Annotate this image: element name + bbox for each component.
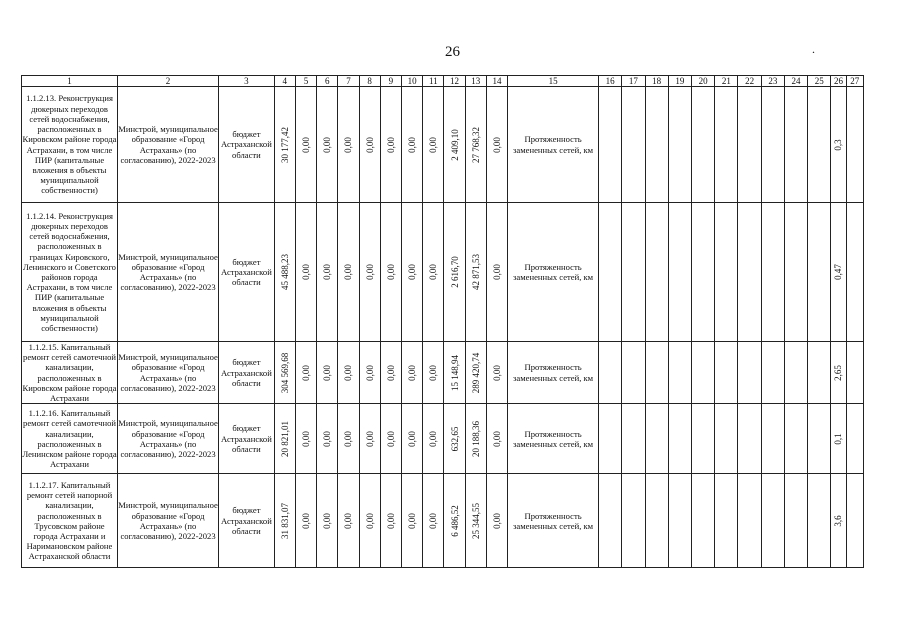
amount-cell bbox=[359, 474, 380, 568]
amount-cell-value: 304 569,68 bbox=[279, 352, 290, 393]
indicator-value-cell bbox=[831, 87, 846, 203]
empty-cell bbox=[715, 404, 738, 474]
amount-cell-value: 0,00 bbox=[407, 430, 418, 447]
measure-description: 1.1.2.16. Капитальный ремонт сетей самотечной канализации, расположенных в Ленинском районе города Астрахани bbox=[22, 404, 118, 474]
amount-cell bbox=[338, 203, 359, 342]
empty-cell bbox=[692, 404, 715, 474]
empty-cell bbox=[599, 474, 622, 568]
amount-cell bbox=[317, 342, 338, 404]
empty-cell bbox=[761, 404, 784, 474]
indicator-value-cell-value: 3,6 bbox=[833, 515, 844, 527]
amount-cell-value: 0,00 bbox=[428, 430, 439, 447]
amount-cell-value: 20 188,36 bbox=[470, 420, 481, 457]
table-row bbox=[22, 203, 864, 342]
empty-cell bbox=[692, 474, 715, 568]
col-header: 19 bbox=[668, 76, 691, 87]
amount-cell bbox=[465, 404, 486, 474]
col-header: 1 bbox=[22, 76, 118, 87]
amount-cell bbox=[274, 203, 295, 342]
col-header: 10 bbox=[402, 76, 423, 87]
amount-cell bbox=[317, 404, 338, 474]
amount-cell-value: 0,00 bbox=[343, 364, 354, 381]
empty-cell bbox=[784, 342, 807, 404]
empty-cell bbox=[599, 203, 622, 342]
empty-cell bbox=[761, 203, 784, 342]
empty-cell bbox=[692, 87, 715, 203]
amount-cell bbox=[380, 203, 401, 342]
empty-cell bbox=[599, 87, 622, 203]
amount-cell bbox=[423, 342, 444, 404]
amount-cell bbox=[295, 203, 316, 342]
amount-cell-value: 0,00 bbox=[343, 264, 354, 280]
empty-cell bbox=[599, 342, 622, 404]
funding-source-cell: бюджет Астраханской области bbox=[219, 474, 275, 568]
measure-description: 1.1.2.15. Капитальный ремонт сетей самотечной канализации, расположенных в Кировском районе города Астрахани bbox=[22, 342, 117, 404]
empty-cell bbox=[784, 87, 807, 203]
amount-cell bbox=[423, 87, 444, 203]
amount-cell-value: 0,00 bbox=[491, 136, 502, 153]
amount-cell-value: 0,00 bbox=[301, 512, 312, 529]
empty-cell bbox=[761, 342, 784, 404]
col-header: 15 bbox=[508, 76, 599, 87]
amount-cell-value: 0,00 bbox=[301, 136, 312, 153]
amount-cell-value: 27 768,32 bbox=[470, 126, 481, 163]
amount-cell bbox=[423, 474, 444, 568]
col-header: 12 bbox=[444, 76, 465, 87]
empty-cell bbox=[645, 342, 668, 404]
empty-cell bbox=[622, 474, 645, 568]
col-header: 5 bbox=[295, 76, 316, 87]
empty-cell bbox=[622, 404, 645, 474]
amount-cell bbox=[359, 87, 380, 203]
empty-cell bbox=[622, 342, 645, 404]
empty-cell bbox=[715, 203, 738, 342]
amount-cell-value: 2 616,70 bbox=[449, 256, 460, 288]
col-header: 17 bbox=[622, 76, 645, 87]
amount-cell bbox=[444, 474, 465, 568]
amount-cell bbox=[402, 404, 423, 474]
empty-cell bbox=[784, 474, 807, 568]
amount-cell-value: 0,00 bbox=[428, 512, 439, 529]
empty-cell bbox=[668, 474, 691, 568]
amount-cell-value: 45 488,23 bbox=[279, 254, 290, 290]
amount-cell bbox=[338, 87, 359, 203]
amount-cell bbox=[295, 87, 316, 203]
amount-cell bbox=[295, 404, 316, 474]
amount-cell bbox=[274, 474, 295, 568]
funding-source-cell: бюджет Астраханской области bbox=[219, 87, 275, 203]
funding-source-cell: бюджет Астраханской области bbox=[219, 342, 275, 404]
indicator-value-cell-value: 0,1 bbox=[833, 433, 844, 445]
empty-cell bbox=[715, 87, 738, 203]
amount-cell-value: 0,00 bbox=[364, 364, 375, 381]
column-number-row bbox=[22, 76, 864, 87]
indicator-value-cell bbox=[831, 474, 846, 568]
amount-cell-value: 0,00 bbox=[322, 364, 333, 381]
amount-cell bbox=[338, 474, 359, 568]
amount-cell-value: 42 871,53 bbox=[470, 254, 481, 290]
amount-cell bbox=[444, 342, 465, 404]
col-header: 25 bbox=[808, 76, 831, 87]
indicator-value-cell bbox=[831, 404, 846, 474]
amount-cell bbox=[486, 203, 507, 342]
amount-cell-value: 0,00 bbox=[407, 512, 418, 529]
empty-cell bbox=[622, 203, 645, 342]
empty-cell bbox=[846, 342, 863, 404]
measure-description: 1.1.2.14. Реконструкция дюкерных переходов сетей водоснабжения, расположенных в границах Кировского, Ленинского и Советского районов города Астрахани, в том числе ПИР (капитальные вложения в объекты муниципальной собственности) bbox=[22, 203, 118, 342]
measure-description: 1.1.2.13. Реконструкция дюкерных переходов сетей водоснабжения, расположенных в Кировском районе города Астрахани, в том числе ПИР (капитальные вложения в объекты муниципальной собственности) bbox=[22, 87, 118, 203]
amount-cell-value: 289 420,74 bbox=[470, 352, 481, 393]
amount-cell-value: 0,00 bbox=[385, 364, 396, 381]
col-header: 18 bbox=[645, 76, 668, 87]
amount-cell-value: 20 821,01 bbox=[279, 420, 290, 457]
empty-cell bbox=[738, 342, 761, 404]
executor-cell: Минстрой, муниципальное образование «Город Астрахань» (по согласованию), 2022-2023 bbox=[118, 203, 219, 342]
amount-cell bbox=[359, 203, 380, 342]
empty-cell bbox=[808, 474, 831, 568]
amount-cell-value: 0,00 bbox=[364, 136, 375, 153]
amount-cell-value: 0,00 bbox=[301, 364, 312, 381]
amount-cell bbox=[317, 87, 338, 203]
col-header: 22 bbox=[738, 76, 761, 87]
empty-cell bbox=[645, 203, 668, 342]
amount-cell bbox=[444, 404, 465, 474]
amount-cell-value: 0,00 bbox=[407, 364, 418, 381]
indicator-cell: Протяженность замененных сетей, км bbox=[508, 87, 599, 203]
amount-cell bbox=[465, 342, 486, 404]
amount-cell-value: 2 409,10 bbox=[449, 128, 460, 161]
amount-cell-value: 0,00 bbox=[322, 512, 333, 529]
table-row bbox=[22, 342, 864, 404]
table-row bbox=[22, 474, 864, 568]
amount-cell bbox=[423, 404, 444, 474]
amount-cell bbox=[486, 404, 507, 474]
table-row bbox=[22, 404, 864, 474]
indicator-cell: Протяженность замененных сетей, км bbox=[508, 474, 599, 568]
amount-cell-value: 0,00 bbox=[364, 264, 375, 280]
amount-cell bbox=[402, 474, 423, 568]
amount-cell-value: 0,00 bbox=[343, 136, 354, 153]
amount-cell-value: 632,65 bbox=[449, 426, 460, 452]
amount-cell-value: 0,00 bbox=[301, 430, 312, 447]
amount-cell-value: 0,00 bbox=[407, 136, 418, 153]
measure-description: 1.1.2.17. Капитальный ремонт сетей напорной канализации, расположенных в Трусовском районе города Астрахани и Наримановском районе Астраханской области bbox=[22, 474, 118, 568]
amount-cell-value: 0,00 bbox=[428, 364, 439, 381]
col-header: 16 bbox=[599, 76, 622, 87]
indicator-value-cell-value: 0,3 bbox=[833, 138, 844, 151]
empty-cell bbox=[846, 404, 863, 474]
col-header: 11 bbox=[423, 76, 444, 87]
col-header: 21 bbox=[715, 76, 738, 87]
amount-cell-value: 0,00 bbox=[385, 512, 396, 529]
amount-cell-value: 15 148,94 bbox=[449, 354, 460, 391]
amount-cell-value: 0,00 bbox=[491, 512, 502, 529]
amount-cell bbox=[465, 203, 486, 342]
table-row bbox=[22, 87, 864, 203]
funding-source-cell: бюджет Астраханской области bbox=[219, 203, 275, 342]
amount-cell-value: 0,00 bbox=[428, 264, 439, 280]
col-header: 20 bbox=[692, 76, 715, 87]
executor-cell: Минстрой, муниципальное образование «Город Астрахань» (по согласованию), 2022-2023 bbox=[118, 87, 219, 203]
empty-cell bbox=[808, 404, 831, 474]
amount-cell-value: 0,00 bbox=[491, 430, 502, 447]
amount-cell bbox=[338, 404, 359, 474]
funding-source-cell: бюджет Астраханской области bbox=[219, 404, 275, 474]
amount-cell-value: 0,00 bbox=[301, 264, 312, 280]
amount-cell-value: 0,00 bbox=[364, 430, 375, 447]
amount-cell bbox=[444, 87, 465, 203]
executor-cell: Минстрой, муниципальное образование «Город Астрахань» (по согласованию), 2022-2023 bbox=[118, 474, 219, 568]
col-header: 26 bbox=[831, 76, 846, 87]
amount-cell bbox=[359, 342, 380, 404]
amount-cell-value: 0,00 bbox=[322, 264, 333, 280]
indicator-cell: Протяженность замененных сетей, км bbox=[508, 203, 599, 342]
table-body bbox=[22, 87, 864, 568]
empty-cell bbox=[761, 474, 784, 568]
amount-cell-value: 0,00 bbox=[491, 264, 502, 280]
amount-cell-value: 0,00 bbox=[343, 512, 354, 529]
amount-cell bbox=[486, 87, 507, 203]
amount-cell bbox=[295, 474, 316, 568]
amount-cell bbox=[274, 404, 295, 474]
empty-cell bbox=[738, 203, 761, 342]
empty-cell bbox=[668, 342, 691, 404]
col-header: 27 bbox=[846, 76, 863, 87]
amount-cell-value: 0,00 bbox=[385, 136, 396, 153]
amount-cell bbox=[274, 87, 295, 203]
executor-cell: Минстрой, муниципальное образование «Город Астрахань» (по согласованию), 2022-2023 bbox=[118, 342, 219, 404]
amount-cell-value: 6 486,52 bbox=[449, 504, 460, 537]
indicator-cell: Протяженность замененных сетей, км bbox=[508, 404, 599, 474]
empty-cell bbox=[738, 474, 761, 568]
empty-cell bbox=[622, 87, 645, 203]
empty-cell bbox=[784, 404, 807, 474]
col-header: 23 bbox=[761, 76, 784, 87]
amount-cell-value: 0,00 bbox=[322, 430, 333, 447]
amount-cell-value: 31 831,07 bbox=[279, 502, 290, 539]
amount-cell-value: 0,00 bbox=[385, 264, 396, 280]
amount-cell bbox=[402, 87, 423, 203]
empty-cell bbox=[599, 404, 622, 474]
col-header: 13 bbox=[465, 76, 486, 87]
amount-cell-value: 0,00 bbox=[322, 136, 333, 153]
empty-cell bbox=[645, 404, 668, 474]
empty-cell bbox=[738, 87, 761, 203]
empty-cell bbox=[715, 474, 738, 568]
col-header: 8 bbox=[359, 76, 380, 87]
page-number: 26 bbox=[445, 44, 460, 60]
amount-cell bbox=[486, 474, 507, 568]
empty-cell bbox=[692, 342, 715, 404]
col-header: 2 bbox=[118, 76, 219, 87]
amount-cell bbox=[359, 404, 380, 474]
program-table bbox=[21, 75, 864, 568]
empty-cell bbox=[808, 203, 831, 342]
amount-cell bbox=[423, 203, 444, 342]
col-header: 6 bbox=[317, 76, 338, 87]
indicator-cell: Протяженность замененных сетей, км bbox=[508, 342, 599, 404]
amount-cell bbox=[465, 87, 486, 203]
amount-cell bbox=[380, 404, 401, 474]
amount-cell-value: 0,00 bbox=[491, 364, 502, 381]
amount-cell bbox=[380, 474, 401, 568]
empty-cell bbox=[668, 87, 691, 203]
indicator-value-cell bbox=[831, 342, 846, 404]
empty-cell bbox=[808, 342, 831, 404]
amount-cell bbox=[274, 342, 295, 404]
amount-cell bbox=[317, 203, 338, 342]
empty-cell bbox=[846, 203, 863, 342]
amount-cell-value: 0,00 bbox=[407, 264, 418, 280]
amount-cell bbox=[465, 474, 486, 568]
amount-cell bbox=[338, 342, 359, 404]
col-header: 24 bbox=[784, 76, 807, 87]
col-header: 14 bbox=[486, 76, 507, 87]
empty-cell bbox=[846, 87, 863, 203]
col-header: 3 bbox=[219, 76, 275, 87]
corner-dot: . bbox=[812, 42, 815, 56]
empty-cell bbox=[668, 404, 691, 474]
empty-cell bbox=[738, 404, 761, 474]
col-header: 7 bbox=[338, 76, 359, 87]
amount-cell bbox=[486, 342, 507, 404]
empty-cell bbox=[668, 203, 691, 342]
indicator-value-cell-value: 2,65 bbox=[833, 364, 844, 381]
empty-cell bbox=[645, 474, 668, 568]
amount-cell bbox=[402, 342, 423, 404]
empty-cell bbox=[761, 87, 784, 203]
empty-cell bbox=[715, 342, 738, 404]
col-header: 9 bbox=[380, 76, 401, 87]
executor-cell: Минстрой, муниципальное образование «Город Астрахань» (по согласованию), 2022-2023 bbox=[118, 404, 219, 474]
empty-cell bbox=[846, 474, 863, 568]
indicator-value-cell-value: 0,47 bbox=[833, 264, 844, 280]
indicator-value-cell bbox=[831, 203, 846, 342]
amount-cell-value: 30 177,42 bbox=[279, 126, 290, 163]
empty-cell bbox=[645, 87, 668, 203]
amount-cell-value: 0,00 bbox=[385, 430, 396, 447]
amount-cell bbox=[402, 203, 423, 342]
amount-cell-value: 0,00 bbox=[428, 136, 439, 153]
amount-cell bbox=[380, 87, 401, 203]
amount-cell bbox=[317, 474, 338, 568]
amount-cell-value: 0,00 bbox=[343, 430, 354, 447]
amount-cell-value: 25 344,55 bbox=[470, 502, 481, 539]
amount-cell-value: 0,00 bbox=[364, 512, 375, 529]
col-header: 4 bbox=[274, 76, 295, 87]
amount-cell bbox=[380, 342, 401, 404]
empty-cell bbox=[808, 87, 831, 203]
empty-cell bbox=[692, 203, 715, 342]
amount-cell bbox=[295, 342, 316, 404]
amount-cell bbox=[444, 203, 465, 342]
empty-cell bbox=[784, 203, 807, 342]
